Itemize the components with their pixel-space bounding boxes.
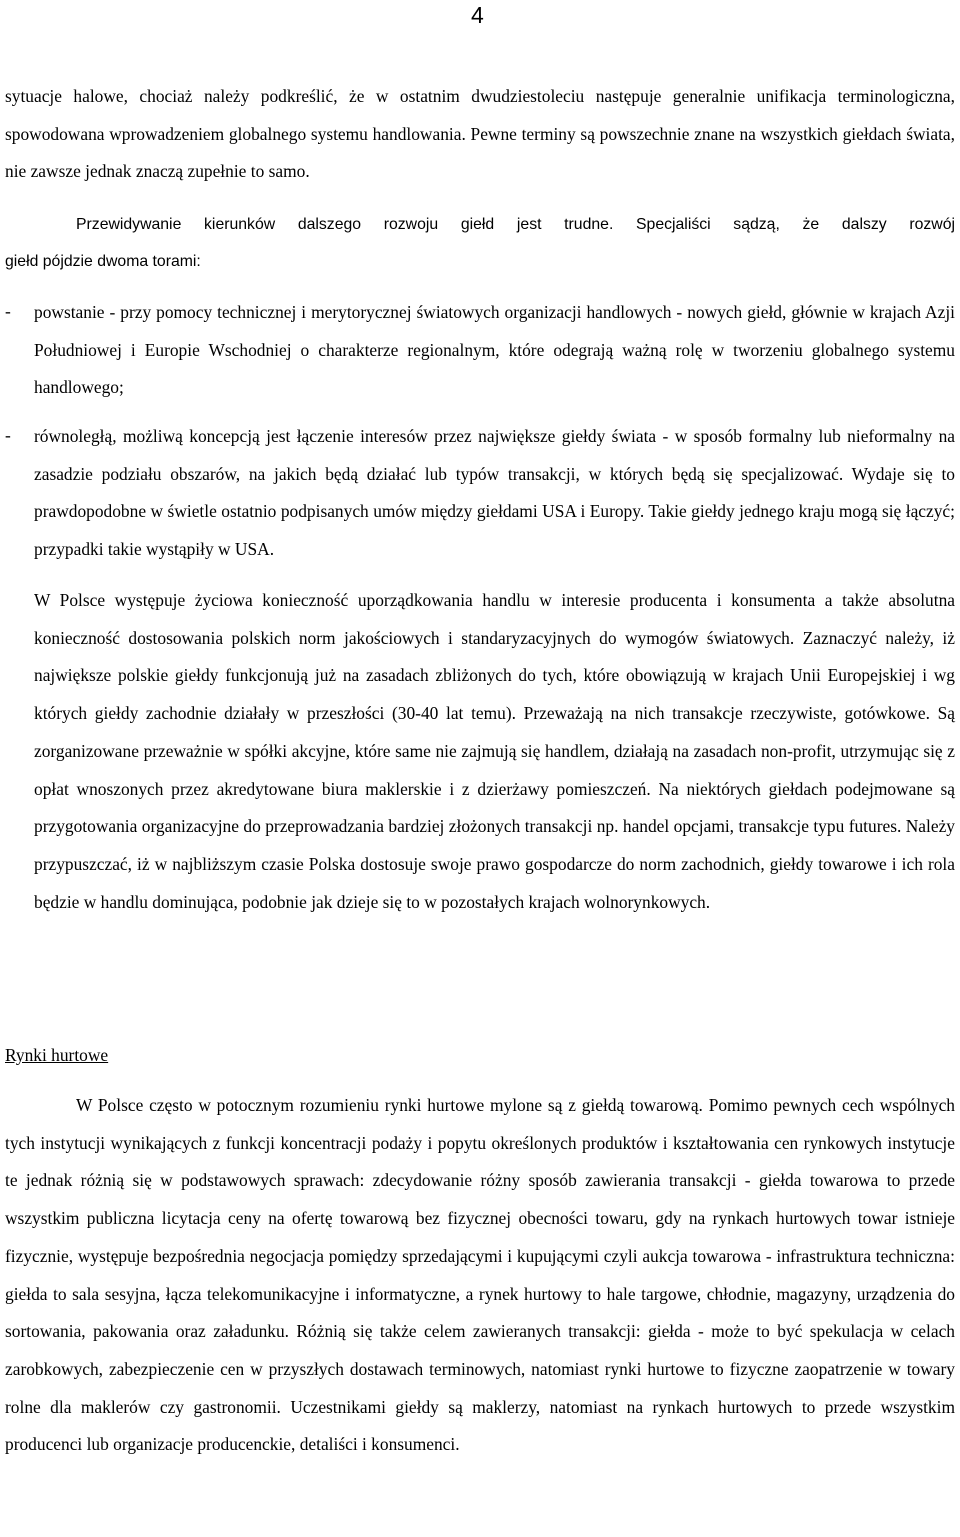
bullet-item-2: równoległą, możliwą koncepcją jest łączenie interesów przez największe giełdy świata - w sposób formalny lub nieformalny na zasadzie podziału obszarów, na jakich będą działać lub typów transakcji, w których będą się specjalizować. Wydaje się to prawdopodobne w świetle ostatnio podpisanych umów między giełdami USA i Europy. Takie giełdy jednego kraju mogą się łączyć; przypadki takie wystąpiły w USA. <box>34 426 955 560</box>
paragraph-intro: sytuacje halowe, chociaż należy podkreślić, że w ostatnim dwudziestoleciu następuje generalnie unifikacja terminologiczna, spowodowana wprowadzeniem globalnego systemu handlowania. Pewne terminy są powszechnie znane na wszystkich giełdach świata, nie zawsze jednak znaczą zupełnie to samo. <box>5 86 955 182</box>
bullet-dash-1: - <box>5 301 11 321</box>
bullet-item-1: powstanie - przy pomocy technicznej i merytorycznej światowych organizacji handlowych - nowych giełd, głównie w krajach Azji Południowej i Europie Wschodniej o charakterze regionalnym, które odegrają ważną rolę w tworzeniu globalnego systemu handlowego; <box>34 302 955 398</box>
paragraph-poland: W Polsce występuje życiowa konieczność uporządkowania handlu w interesie producenta i konsumenta a także absolutna konieczność dostosowania polskich norm jakościowych i standaryzacyjnych do wymogów światowych. Zaznaczyć należy, iż największe polskie giełdy funkcjonują już na zasadach zbliżonych do tych, które obowiązują w krajach Unii Europejskiej i wg których giełdy zachodnie działały w przeszłości (30-40 lat temu). Przeważają na nich transakcje rzeczywiste, gotówkowe. Są zorganizowane przeważnie w spółki akcyjne, które same nie zajmują się handlem, działają na zasadach non-profit, utrzymując się z opłat wnoszonych przez akredytowane biura maklerskie i z dzierżawy pomieszczeń. Na niektórych giełdach podejmowane są przygotowania organizacyjne do przeprowadzania bardziej złożonych transakcji np. handel opcjami, transakcje typu futures. Należy przypuszczać, iż w najbliższym czasie Polska dostosuje swoje prawo gospodarcze do norm zachodnich, giełdy towarowe i ich rola będzie w handlu dominująca, podobnie jak dzieje się to w pozostałych krajach wolnorynkowych. <box>34 590 955 912</box>
paragraph-wholesale: W Polsce często w potocznym rozumieniu rynki hurtowe mylone są z giełdą towarową. Pomimo pewnych cech wspólnych tych instytucji wynikających z funkcji koncentracji podaży i popytu określonych produktów i kształtowania cen rynkowych instytucje te jednak różnią się w podstawowych sprawach: zdecydowanie różny sposób zawierania transakcji - giełda towarowa to przede wszystkim publiczna licytacja ceny na ofertę towarową bez fizycznej obecności towaru, gdy na rynkach hurtowych towar istnieje fizycznie, występuje bezpośrednia negocjacja pomiędzy sprzedającymi i kupującymi czyli aukcja towarowa - infrastruktura techniczna: giełda to sala sesyjna, łącza telekomunikacyjne i informatyczne, a rynek hurtowy to hale targowe, chłodnie, magazyny, urządzenia do sortowania, pakowania oraz załadunku. Różnią się także celem zawieranych transakcji: giełda - może to być spekulacja w celach zarobkowych, zabezpieczenie cen w przyszłych dostawach terminowych, natomiast rynki hurtowe to fizyczne zaopatrzenie w towary rolne dla maklerów czy gastronomii. Uczestnikami giełdy są maklerzy, natomiast na rynkach hurtowych to przede wszystkim producenci lub organizacje producenckie, detaliści i konsumenci. <box>5 1095 955 1455</box>
section-heading-wholesale: Rynki hurtowe <box>5 1045 109 1065</box>
bullet-dash-2: - <box>5 425 11 445</box>
paragraph-forecast-line-1: Przewidywanie kierunków dalszego rozwoju giełd jest trudne. Specjaliści sądzą, że dalszy rozwój <box>76 216 955 233</box>
paragraph-forecast-line-2: giełd pójdzie dwoma torami: <box>5 253 201 270</box>
page-number: 4 <box>471 2 484 28</box>
